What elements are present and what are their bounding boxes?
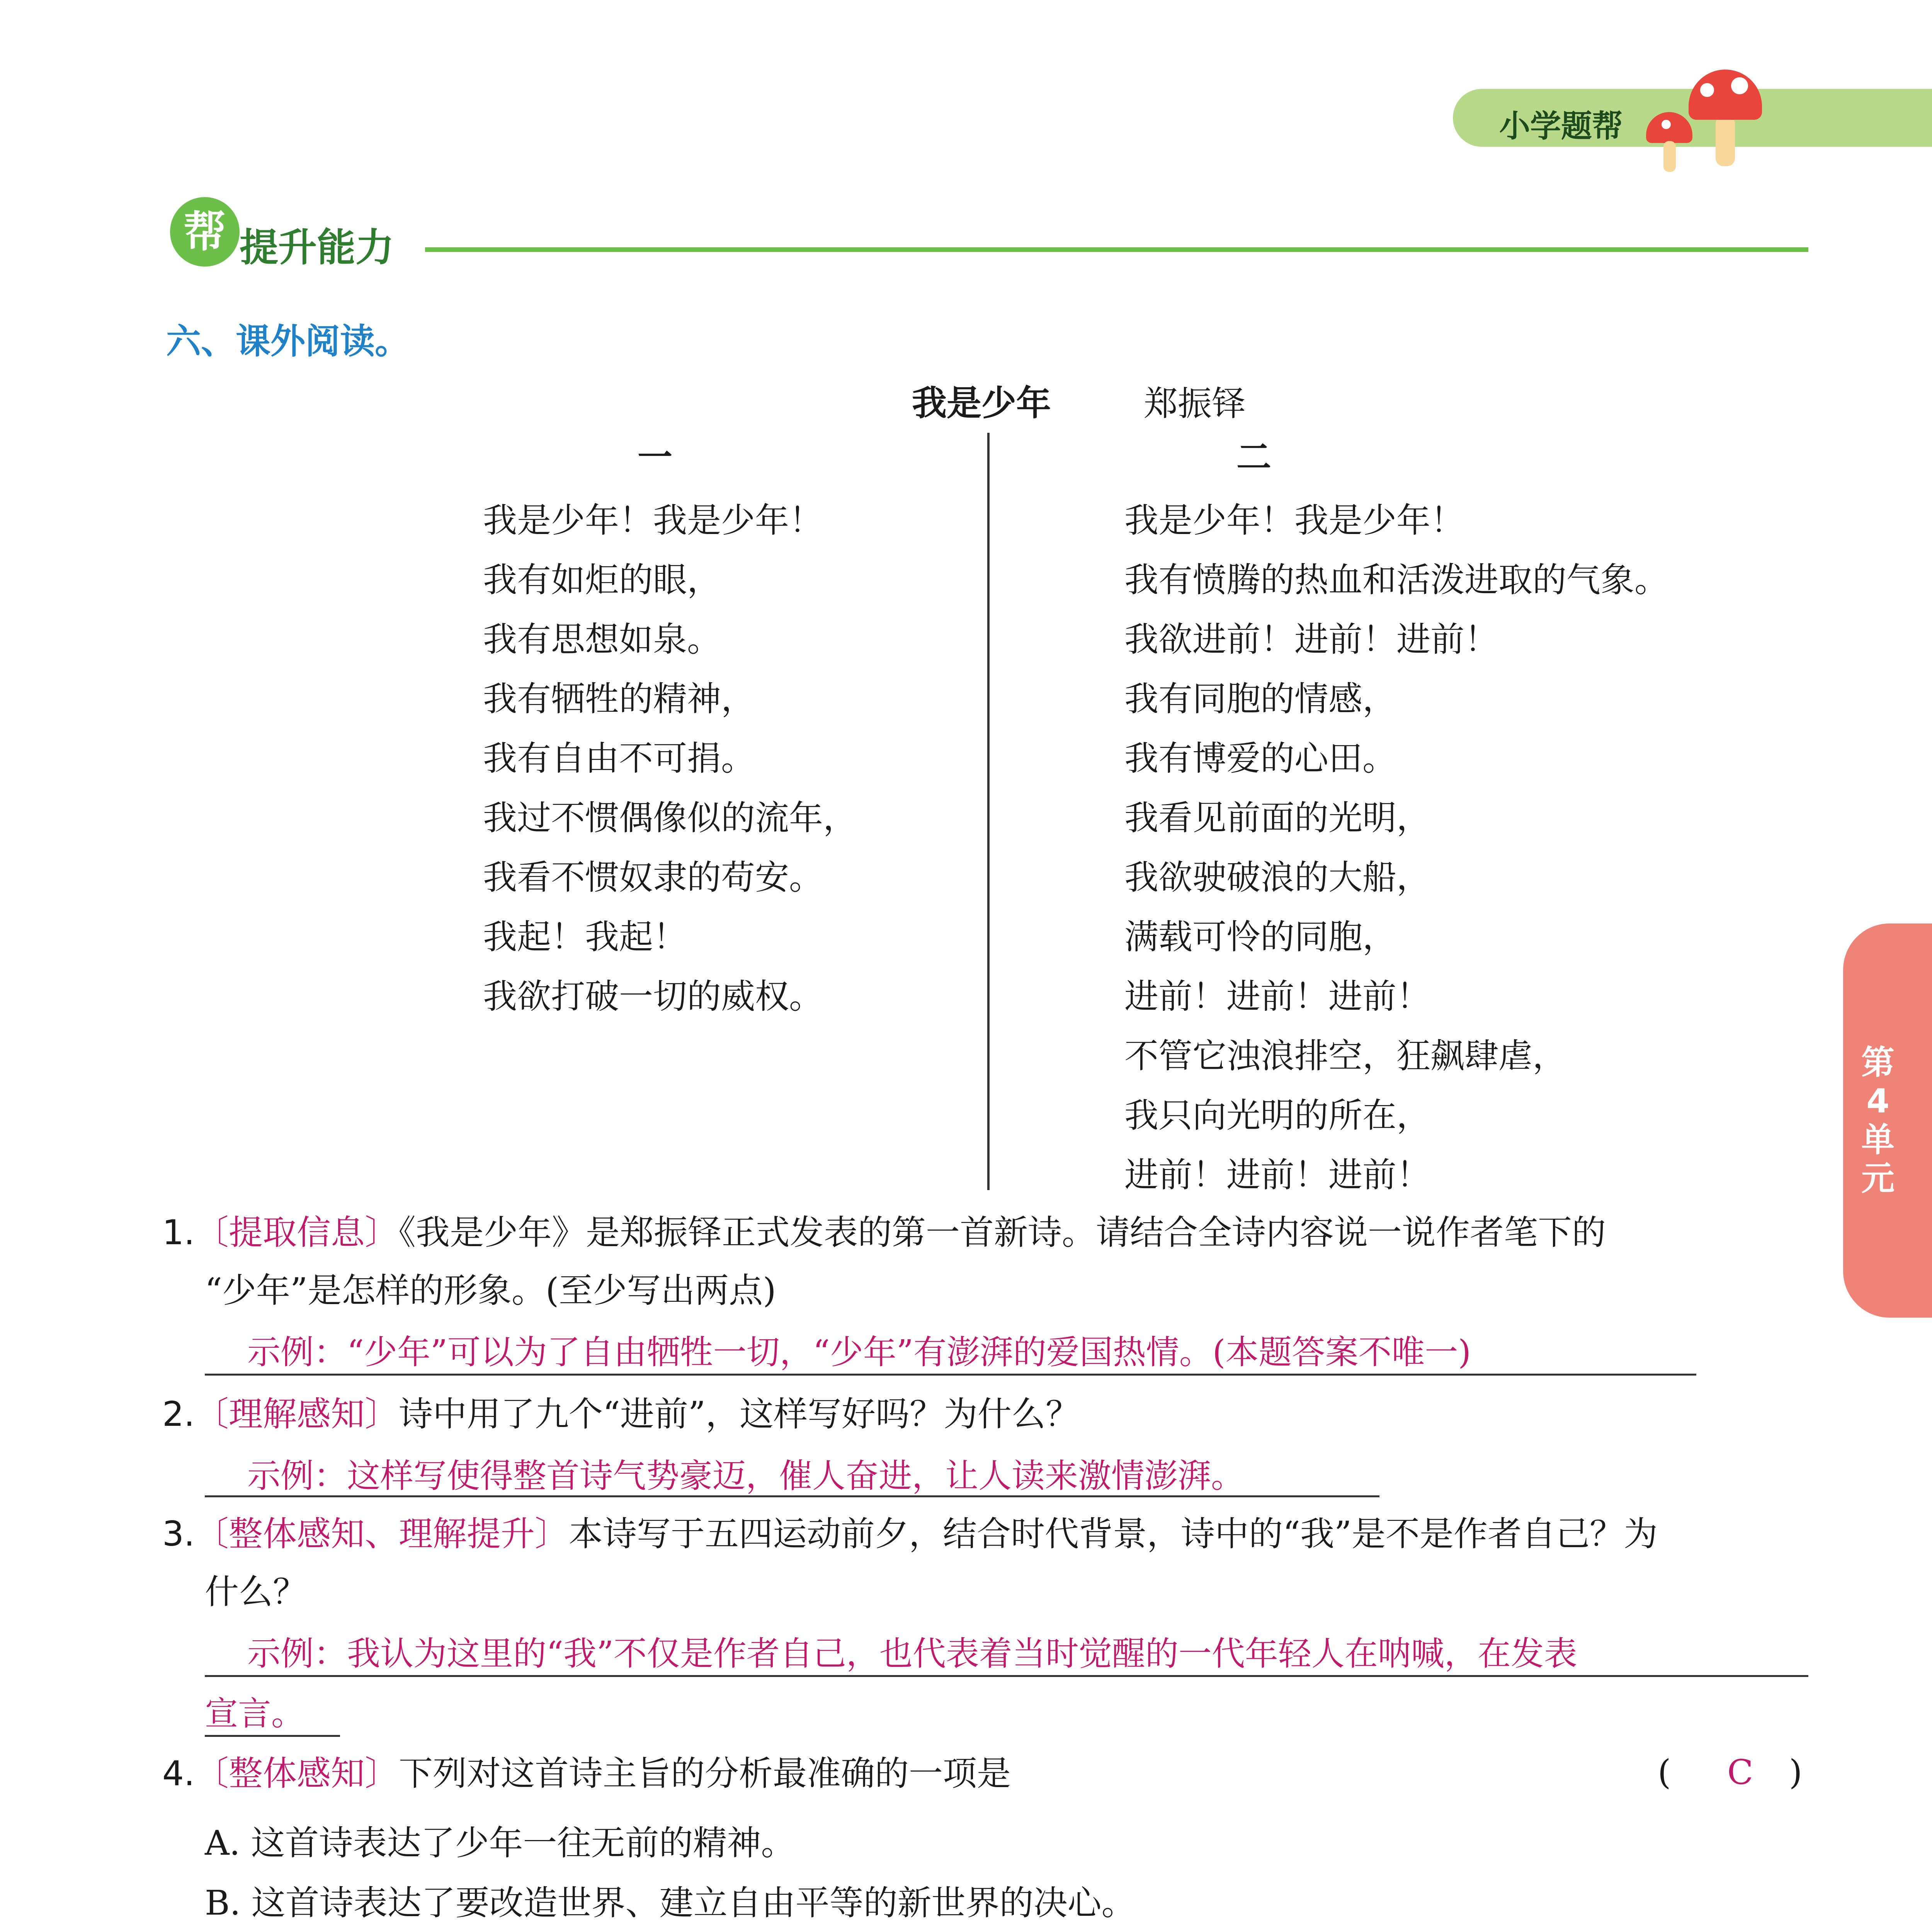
poem-line: 我有博爱的心田。 bbox=[1124, 738, 1397, 778]
question-text: 本诗写于五四运动前夕，结合时代背景，诗中的“我”是不是作者自己？为 bbox=[568, 1514, 1658, 1554]
poem-line: 我欲驶破浪的大船， bbox=[1124, 857, 1431, 897]
poem-line: 满载可怜的同胞， bbox=[1124, 917, 1397, 957]
question-4 bbox=[162, 1743, 1011, 1804]
poem-line: 我有牺牲的精神， bbox=[483, 679, 755, 719]
poem-col2-number: 二 bbox=[1236, 437, 1271, 478]
mushroom-small-stem bbox=[1663, 141, 1676, 172]
poem-title: 我是少年 bbox=[912, 383, 1051, 423]
section-title: 提升能力 bbox=[240, 225, 394, 270]
poem-line: 我只向光明的所在， bbox=[1124, 1095, 1431, 1135]
poem-author: 郑振铎 bbox=[1144, 384, 1246, 423]
question-number: 3. bbox=[162, 1514, 195, 1554]
question-text: 《我是少年》是郑振铎正式发表的第一首新诗。请结合全诗内容说一说作者笔下的 bbox=[398, 1213, 1606, 1252]
question-number: 1. bbox=[162, 1213, 195, 1252]
poem-line: 我看见前面的光明， bbox=[1124, 798, 1431, 838]
poem-line: 我过不惯偶像似的流年， bbox=[483, 798, 857, 838]
answer-underline bbox=[205, 1735, 340, 1737]
mushroom-spot bbox=[1662, 120, 1671, 129]
answer-q2: 示例：这样写使得整首诗气势豪迈，催人奋进，让人读来激情澎湃。 bbox=[247, 1457, 1244, 1495]
question-text: 下列对这首诗主旨的分析最准确的一项是 bbox=[398, 1753, 1011, 1793]
mushroom-big-icon bbox=[1689, 70, 1762, 120]
poem-column-1 bbox=[483, 491, 857, 1026]
option-b: B. 这首诗表达了要改造世界、建立自由平等的新世界的决心。 bbox=[205, 1883, 1136, 1923]
answer-q1: 示例：“少年”可以为了自由牺牲一切，“少年”有澎湃的爱国热情。(本题答案不唯一) bbox=[247, 1333, 1471, 1372]
question-text-cont: “少年”是怎样的形象。(至少写出两点) bbox=[205, 1270, 776, 1310]
poem-line: 我是少年！我是少年！ bbox=[1124, 500, 1465, 540]
question-number: 4. bbox=[162, 1753, 195, 1793]
question-tag: 〔整体感知、理解提升〕 bbox=[194, 1514, 569, 1554]
poem-line: 我看不惯奴隶的苟安。 bbox=[483, 857, 823, 897]
poem-line: 进前！进前！进前！ bbox=[1124, 976, 1431, 1016]
poem-line: 我有自由不可捐。 bbox=[483, 738, 755, 778]
poem-column-2 bbox=[1124, 491, 1668, 1205]
unit-label: 第4单元 bbox=[1861, 1043, 1895, 1198]
poem-line: 我有同胞的情感， bbox=[1124, 679, 1397, 719]
poem-line: 我有如炬的眼， bbox=[483, 560, 721, 600]
poem-line: 我有思想如泉。 bbox=[483, 619, 721, 659]
answer-bracket-open: ( bbox=[1658, 1752, 1671, 1792]
poem-line: 我欲进前！进前！进前！ bbox=[1124, 619, 1499, 659]
answer-q3-cont: 宣言。 bbox=[205, 1694, 304, 1733]
answer-underline bbox=[205, 1495, 1379, 1497]
question-3 bbox=[162, 1503, 1658, 1565]
question-tag: 〔理解感知〕 bbox=[194, 1394, 399, 1434]
answer-bracket-close: ) bbox=[1789, 1752, 1803, 1792]
poem-col1-number: 一 bbox=[638, 437, 672, 478]
question-tag: 〔提取信息〕 bbox=[194, 1213, 399, 1252]
poem-line: 进前！进前！进前！ bbox=[1124, 1155, 1431, 1195]
answer-q4-choice: C bbox=[1727, 1752, 1753, 1792]
poem-line: 我有愤腾的热血和活泼进取的气象。 bbox=[1124, 560, 1669, 600]
mushroom-big-stem bbox=[1716, 116, 1735, 166]
poem-line: 我欲打破一切的威权。 bbox=[483, 976, 823, 1016]
mushroom-spot bbox=[1731, 77, 1748, 94]
mushroom-spot bbox=[1700, 83, 1714, 97]
question-1 bbox=[162, 1202, 1606, 1264]
answer-underline bbox=[205, 1675, 1808, 1677]
question-tag: 〔整体感知〕 bbox=[194, 1753, 399, 1793]
question-2 bbox=[162, 1383, 1080, 1445]
question-number: 2. bbox=[162, 1394, 195, 1434]
question-text-cont: 什么？ bbox=[205, 1572, 307, 1612]
poem-line: 我起！我起！ bbox=[483, 917, 687, 957]
poem-line: 我是少年！我是少年！ bbox=[483, 500, 823, 540]
answer-q3: 示例：我认为这里的“我”不仅是作者自己，也代表着当时觉醒的一代年轻人在呐喊，在发表 bbox=[247, 1634, 1577, 1673]
brand-name: 小学题帮 bbox=[1499, 108, 1623, 144]
question-text: 诗中用了九个“进前”，这样写好吗？为什么？ bbox=[398, 1394, 1080, 1434]
part-title: 六、课外阅读。 bbox=[166, 321, 410, 362]
option-a: A. 这首诗表达了少年一往无前的精神。 bbox=[205, 1823, 795, 1863]
poem-divider bbox=[987, 433, 990, 1190]
answer-underline bbox=[205, 1374, 1696, 1376]
section-badge-icon: 帮 bbox=[170, 197, 240, 267]
section-divider bbox=[425, 247, 1808, 252]
poem-line: 不管它浊浪排空，狂飙肆虐， bbox=[1124, 1036, 1567, 1076]
